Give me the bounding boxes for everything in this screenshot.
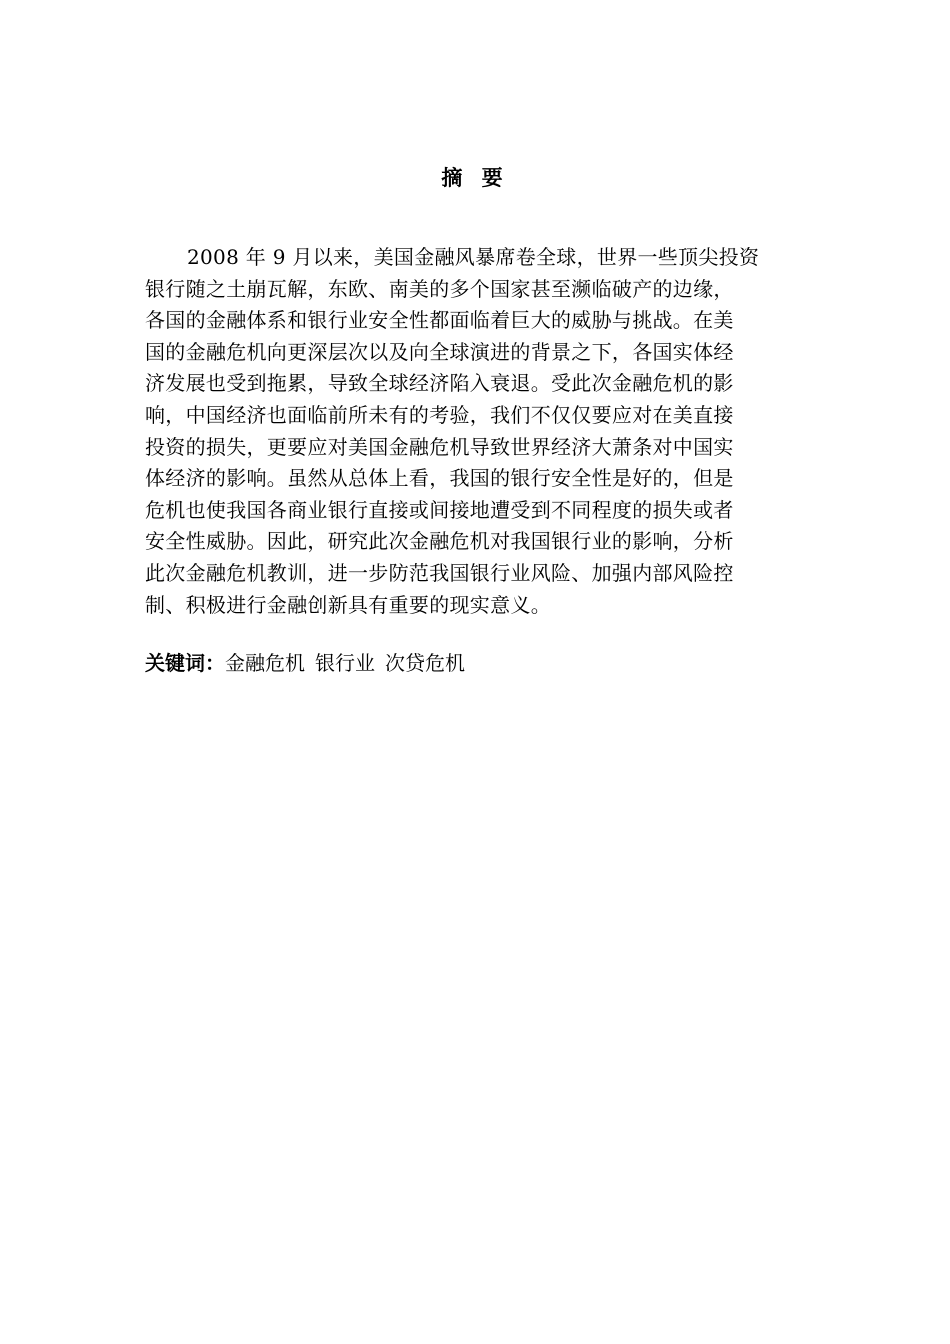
abstract-line: 2008 年 9 月以来，美国金融风暴席卷全球，世界一些顶尖投资 <box>187 245 760 269</box>
abstract-line: 安全性威胁。因此，研究此次金融危机对我国银行业的影响，分析 <box>145 529 734 554</box>
abstract-line: 响，中国经济也面临前所未有的考验，我们不仅仅要应对在美直接 <box>145 402 734 427</box>
abstract-line: 体经济的影响。虽然从总体上看，我国的银行安全性是好的，但是 <box>145 466 734 491</box>
abstract-line: 济发展也受到拖累，导致全球经济陷入衰退。受此次金融危机的影 <box>145 371 734 396</box>
abstract-title: 摘 要 <box>441 166 509 190</box>
abstract-line: 制、积极进行金融创新具有重要的现实意义。 <box>145 592 551 617</box>
abstract-line: 投资的损失，更要应对美国金融危机导致世界经济大萧条对中国实 <box>145 434 734 459</box>
abstract-line: 银行随之土崩瓦解，东欧、南美的多个国家甚至濒临破产的边缘， <box>145 276 734 301</box>
keyword-item: 次贷危机 <box>385 651 465 675</box>
keywords-line <box>145 648 465 678</box>
abstract-line: 各国的金融体系和银行业安全性都面临着巨大的威胁与挑战。在美 <box>145 308 734 333</box>
keyword-item: 金融危机 <box>225 651 305 675</box>
abstract-line: 国的金融危机向更深层次以及向全球演进的背景之下，各国实体经 <box>145 339 734 364</box>
keywords-label: 关键词： <box>145 651 225 675</box>
abstract-body <box>145 242 805 621</box>
abstract-line: 危机也使我国各商业银行直接或间接地遭受到不同程度的损失或者 <box>145 497 734 522</box>
keyword-item: 银行业 <box>315 651 375 675</box>
abstract-line: 此次金融危机教训，进一步防范我国银行业风险、加强内部风险控 <box>145 560 734 585</box>
